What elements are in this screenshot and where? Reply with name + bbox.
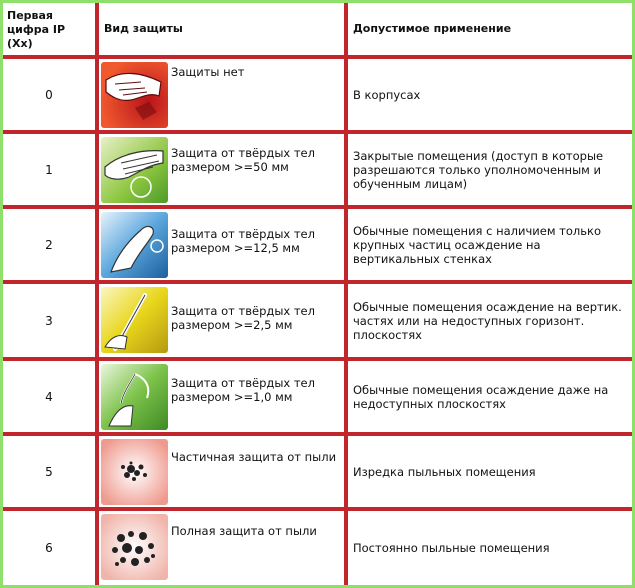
protection-cell: [97, 434, 346, 509]
ip-digit: 6: [3, 509, 97, 585]
ip-digit: 5: [3, 434, 97, 509]
application-cell: В корпусах: [346, 57, 632, 132]
table-row: [3, 207, 632, 282]
ip-digit: 3: [3, 282, 97, 359]
table-row: [3, 359, 632, 434]
protection-cell: [97, 509, 346, 585]
protection-cell: [97, 359, 346, 434]
hand-icon: [101, 62, 168, 128]
protection-label: Защита от твёрдых тел размером >=2,5 мм: [171, 304, 315, 332]
application-cell: Обычные помещения осаждение даже на недоступных плоскостях: [346, 359, 632, 434]
protection-label: Частичная защита от пыли: [171, 450, 337, 464]
table-row: [3, 434, 632, 509]
dust-dense-icon: [101, 514, 168, 580]
table-row: [3, 57, 632, 132]
hand-icon: [101, 137, 168, 203]
ip-digit: 1: [3, 132, 97, 207]
screwdriver-icon: [101, 287, 168, 353]
ip-digit: 0: [3, 57, 97, 132]
wire-hand-icon: [101, 364, 168, 430]
application-cell: Закрытые помещения (доступ в которые разрешаются только уполномоченным и обученным лицам): [346, 132, 632, 207]
protection-cell: [97, 282, 346, 359]
table-row: [3, 132, 632, 207]
table-row: [3, 509, 632, 585]
protection-label: Полная защита от пыли: [171, 524, 317, 538]
application-cell: Изредка пыльных помещения: [346, 434, 632, 509]
application-cell: Обычные помещения с наличием только крупных частиц осаждение на вертикальных стенках: [346, 207, 632, 282]
header-first-digit: Первая цифра IP (Xx): [3, 3, 97, 57]
finger-icon: [101, 212, 168, 278]
protection-label: Защиты нет: [171, 65, 245, 79]
dust-icon: [101, 439, 168, 505]
header-protection-type: Вид защиты: [97, 3, 346, 57]
protection-cell: [97, 207, 346, 282]
protection-cell: [97, 132, 346, 207]
application-cell: Обычные помещения осаждение на вертик. частях или на недоступных горизонт. плоскостях: [346, 282, 632, 359]
protection-label: Защита от твёрдых тел размером >=12,5 мм: [171, 227, 315, 255]
header-application: Допустимое применение: [346, 3, 632, 57]
application-cell: Постоянно пыльные помещения: [346, 509, 632, 585]
protection-label: Защита от твёрдых тел размером >=50 мм: [171, 146, 315, 174]
table-row: [3, 282, 632, 359]
header-row: [3, 3, 632, 57]
protection-cell: [97, 57, 346, 132]
protection-label: Защита от твёрдых тел размером >=1,0 мм: [171, 376, 315, 404]
ip-protection-table: [3, 3, 632, 585]
ip-digit: 2: [3, 207, 97, 282]
ip-digit: 4: [3, 359, 97, 434]
